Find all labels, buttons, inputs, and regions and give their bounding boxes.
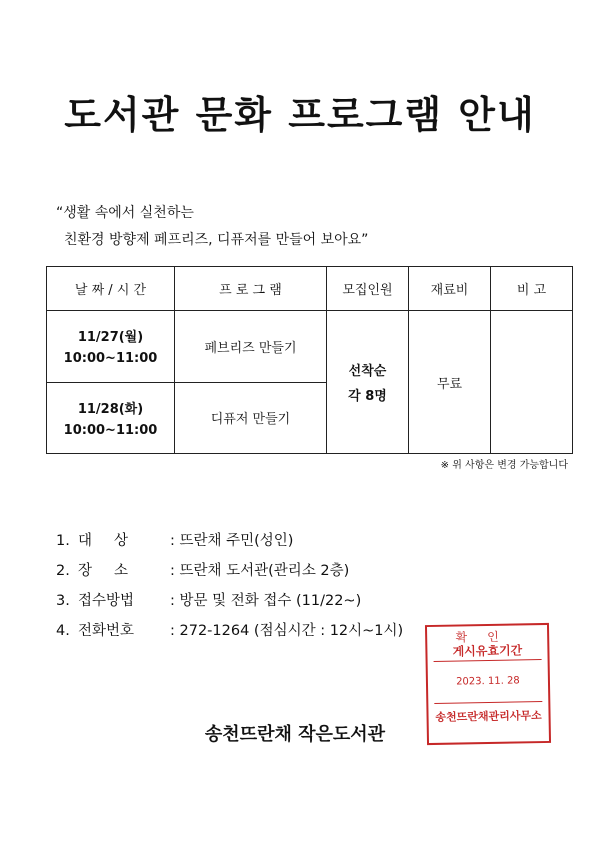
fee-cell: 무료	[409, 311, 491, 454]
stamp-office-name: 송천뜨란채관리사무소	[435, 709, 542, 724]
item-number: 2.	[56, 563, 70, 579]
time: 10:00~11:00	[63, 351, 158, 367]
remark-cell	[491, 311, 573, 454]
stamp-confirm-text: 확인	[455, 629, 519, 645]
header-fee: 재료비	[409, 267, 491, 311]
item-number: 1.	[56, 533, 70, 549]
header-remark: 비 고	[491, 267, 573, 311]
stamp-date: 2023. 11. 28	[456, 675, 520, 688]
date-time-cell	[47, 311, 175, 383]
item-label: 접수방법	[78, 593, 135, 609]
item-value: : 272-1264 (점심시간 : 12시~1시)	[170, 623, 404, 639]
header-program: 프 로 그 램	[175, 267, 327, 311]
header-date-time: 날 짜 / 시 간	[47, 267, 175, 311]
program-table	[46, 266, 573, 454]
list-item	[56, 526, 403, 556]
capacity-line-2: 각 8명	[348, 389, 387, 404]
table-row	[47, 311, 573, 383]
info-list	[56, 526, 403, 646]
item-number: 4.	[56, 623, 70, 639]
table-header-row	[47, 267, 573, 311]
list-item	[56, 616, 403, 646]
item-label: 대상	[78, 533, 151, 549]
page-title: 도서관 문화 프로그램 안내	[64, 93, 536, 137]
date: 11/28(화)	[77, 401, 144, 417]
intro-line-2: 친환경 방향제 페프리즈, 디퓨저를 만들어 보아요”	[64, 232, 369, 248]
stamp-divider	[434, 701, 542, 704]
program-cell: 페브리즈 만들기	[175, 311, 327, 383]
stamp-validity-label: 게시유효기간	[452, 643, 523, 659]
list-item	[56, 586, 403, 616]
capacity-line-1: 선착순	[348, 364, 387, 379]
intro-text	[56, 200, 368, 254]
capacity-cell	[327, 311, 409, 454]
header-capacity: 모집인원	[327, 267, 409, 311]
item-value: : 뜨란채 도서관(관리소 2층)	[170, 563, 350, 579]
time: 10:00~11:00	[63, 422, 158, 438]
item-label: 전화번호	[78, 623, 135, 639]
item-value: : 방문 및 전화 접수 (11/22~)	[170, 593, 362, 609]
item-value: : 뜨란채 주민(성인)	[170, 533, 294, 549]
organizer-name: 송천뜨란채 작은도서관	[204, 724, 386, 745]
item-number: 3.	[56, 593, 70, 609]
change-notice: ※ 위 사항은 변경 가능합니다	[440, 460, 568, 471]
item-label: 장소	[78, 563, 151, 579]
approval-stamp	[425, 623, 551, 745]
date-time-cell	[47, 382, 175, 454]
intro-line-1: “생활 속에서 실천하는	[56, 205, 194, 221]
date: 11/27(월)	[77, 330, 144, 346]
list-item	[56, 556, 403, 586]
program-cell: 디퓨저 만들기	[175, 382, 327, 454]
